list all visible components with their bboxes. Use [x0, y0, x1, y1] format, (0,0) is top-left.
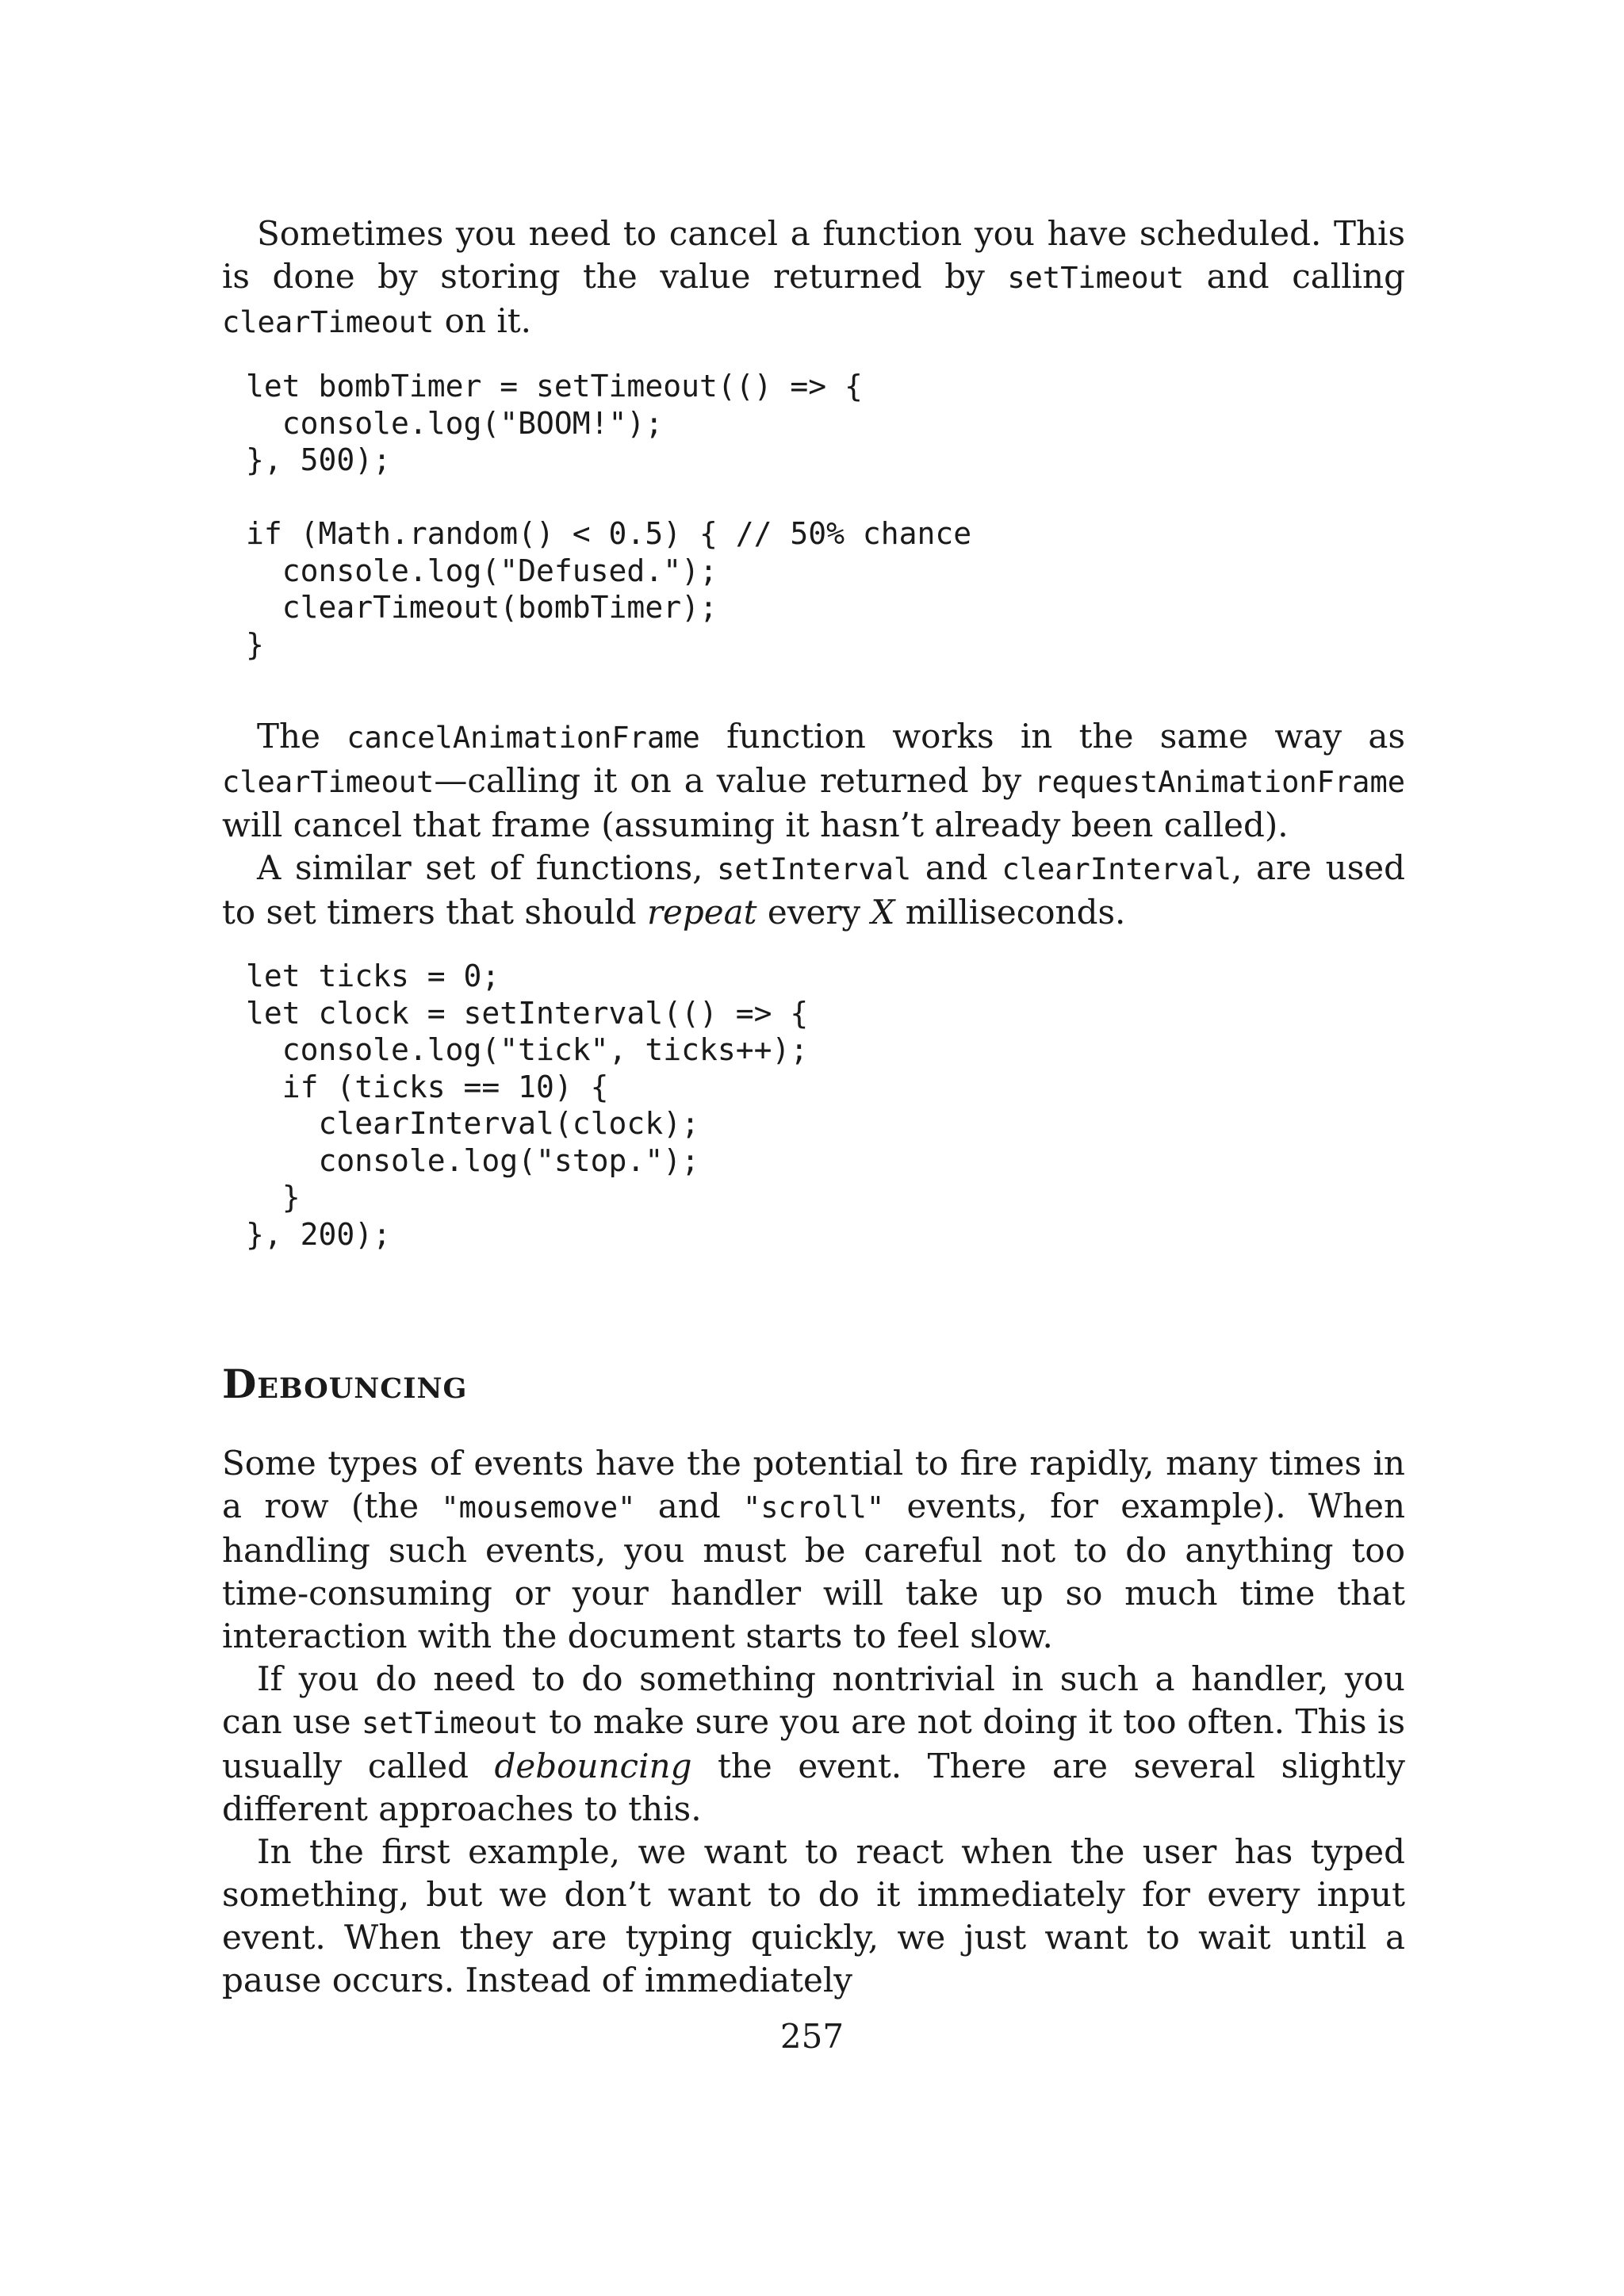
- paragraph-debouncing-intro: [222, 1658, 1405, 1831]
- page-number: 257: [779, 2017, 845, 2056]
- emphasis-x: X: [871, 893, 895, 932]
- code-line: [246, 479, 1405, 516]
- text: If you do need to do something nontrivial in such a handler, you can use: [222, 1659, 1405, 1741]
- code-line: console.log("BOOM!");: [246, 405, 664, 441]
- inline-code-requestanimationframe: requestAnimationFrame: [1034, 765, 1405, 799]
- text: every: [756, 893, 871, 932]
- inline-code-cleartimeout: clearTimeout: [222, 765, 435, 799]
- code-line: console.log("tick", ticks++);: [246, 1032, 809, 1067]
- inline-code-clearinterval: clearInterval: [1002, 852, 1232, 886]
- inline-code-mousemove: "mousemove": [441, 1490, 636, 1525]
- code-block-bomb-timer: [222, 368, 1405, 663]
- code-line: }: [246, 626, 264, 662]
- text: Sometimes you need to cancel a function you have scheduled. This is done by storing the value returned by: [222, 214, 1405, 296]
- text: —calling it on a value returned by: [434, 761, 1035, 800]
- text: the event. There are several slightly different approaches to this.: [222, 1747, 1405, 1828]
- code-line: }, 500);: [246, 442, 392, 477]
- text: Some types of events have the potential to fire rapidly, many times in a row (the: [222, 1444, 1405, 1525]
- code-line: clearInterval(clock);: [246, 1106, 699, 1141]
- paragraph-cancel-animation-frame: [222, 715, 1405, 847]
- text: and: [635, 1487, 743, 1525]
- paragraph-cancel-timeout: [222, 212, 1405, 344]
- text: function works in the same way as: [699, 717, 1405, 756]
- text: A similar set of functions,: [257, 848, 718, 887]
- paragraph-first-example: [222, 1831, 1405, 2002]
- code-line: console.log("stop.");: [246, 1142, 699, 1178]
- inline-code-cancelanimationframe: cancelAnimationFrame: [347, 721, 700, 755]
- text: events, for example). When handling such events, you must be careful not to do anything too time-consuming or your handler will take up so much time that interaction with the document starts to feel slow.: [222, 1487, 1405, 1655]
- text: will cancel that frame (assuming it hasn’t already been called).: [222, 806, 1289, 844]
- code-line: let bombTimer = setTimeout(() => {: [246, 369, 863, 404]
- code-line: let ticks = 0;: [246, 959, 500, 993]
- emphasis-debouncing: debouncing: [494, 1747, 692, 1785]
- section-heading-debouncing: Debouncing: [222, 1360, 468, 1407]
- inline-code-settimeout: setTimeout: [362, 1706, 538, 1740]
- code-line: if (Math.random() < 0.5) { // 50% chance: [246, 516, 972, 551]
- text: and calling: [1184, 257, 1405, 296]
- emphasis-repeat: repeat: [646, 893, 757, 932]
- text: milliseconds.: [894, 893, 1126, 932]
- page-body: [222, 212, 1405, 2002]
- inline-code-settimeout: setTimeout: [1007, 261, 1185, 295]
- inline-code-scroll: "scroll": [743, 1490, 885, 1525]
- code-line: }, 200);: [246, 1216, 392, 1252]
- text: and: [911, 848, 1002, 887]
- text: to make sure you are not doing it too often. This is usually called: [222, 1702, 1405, 1785]
- text: , are used to set timers that should: [222, 848, 1405, 932]
- text: In the first example, we want to react when the user has typed something, but we don’t want to do it immediately for every input event. When they are typing quickly, we just want to wait until a pause occurs. Instead of immediately: [222, 1832, 1405, 1999]
- paragraph-rapid-events: [222, 1442, 1405, 1658]
- code-line: if (ticks == 10) {: [246, 1069, 609, 1104]
- inline-code-setinterval: setInterval: [717, 852, 912, 886]
- text: The: [257, 717, 347, 756]
- inline-code-cleartimeout: clearTimeout: [222, 305, 435, 339]
- paragraph-set-interval: [222, 847, 1405, 934]
- code-line: console.log("Defused.");: [246, 553, 718, 588]
- code-line: let clock = setInterval(() => {: [246, 995, 809, 1031]
- text: on it.: [434, 301, 532, 340]
- code-block-interval-clock: [222, 958, 1405, 1253]
- code-line: clearTimeout(bombTimer);: [246, 590, 718, 625]
- code-line: }: [246, 1180, 301, 1215]
